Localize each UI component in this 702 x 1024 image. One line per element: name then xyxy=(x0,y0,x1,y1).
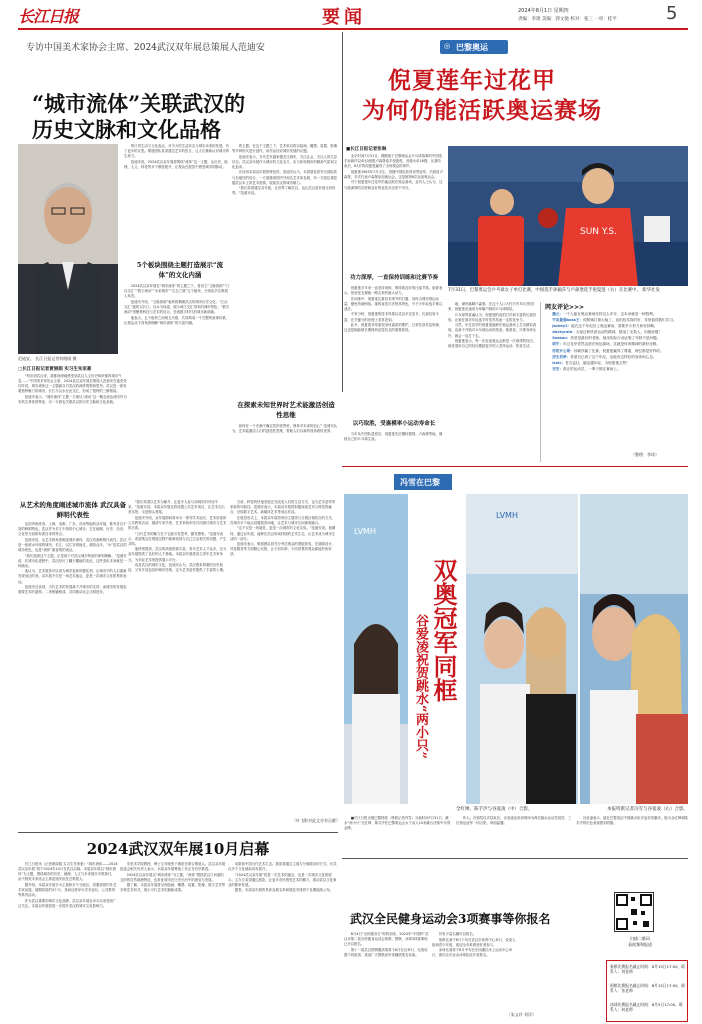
info-item-ice-hockey: 冰球比赛报名截止时间：8月5日17:00，联系人：何老师 xyxy=(610,1002,683,1013)
sports-body-2: 仍有少量名额可以报名。 象棋比赛于8月下旬在武汉市体育中心举行，设成人组和青少年组，欢迎全市象棋爱好者参与。 冰球比赛将于8月中旬在东西湖区冰上运动中心举行，面向全市业余冰球队伍开放报名。 xyxy=(432,932,516,958)
body-text-col3b: 如何在一个充满不确定性的世界里，保持对未来的信心？范迪安认为，艺术能激活人们的创造性思维，帮助人们以新的视角看待世界。 xyxy=(232,424,338,434)
qr-code[interactable] xyxy=(614,892,654,932)
olympics-body-2: 倪夏莲多年来一直坚持训练，保持着良好的比赛节奏。她曾表示，热爱是支撑她一路走来的最大动力。 在训练中，倪夏莲注重技术细节的打磨，同时合理安排运动量，避免伤病困扰。她的直拍打法独具特色，令不少年轻选手难以适应。 专家分析，倪夏莲的技术风格以灵活多变见长，比赛经验丰富，在关键分的处理上非常老到。 此外，倪夏莲非常重视身体素质的维护，日常饮食作息规律，这也是她能够长期保持竞技状态的重要原因。 xyxy=(344,286,443,333)
sports-headline: 武汉全民健身运动会3项赛事等你报名 xyxy=(350,912,551,926)
sports-body-1: 8月4日“全民健身日”即将到来，2024年“中国杯”武汉市第二届全民健身运动会象棋、围棋、冰球3项赛事现已开启报名。 第十一届武汉围棋邀请赛将于8月在汉举行，比赛设置不同组别，欢迎广大围棋爱好者踊跃报名参赛。 xyxy=(344,932,429,957)
olympics-body-3: 当年从中国队退役后，倪夏莲先后辗转德国、卢森堡等地，继续自己的乒乓球生涯。 xyxy=(344,432,443,442)
feature-body-1: ■长江日报出版巴黎特派（特派记者冯雪）当地时间7月31日，跳水“两小只”全红婵、陈芋汐在巴黎奥运会女子双人10米跳台决赛中夺得金牌。 xyxy=(344,816,451,831)
subhead-3: 在探索未知世界时艺术能激活创造性思维 xyxy=(237,401,335,419)
body-text-col2: 的日常生活与文化表达，对今天的生活状态与城市未来的发展，有了更多的反思。策展团队希望通过艺术的语言，让人们重新认识城市的生命力。 范迪安说，2024武汉双年展将围绕“流体”这一主题，从历史、地理、人文、科技等多个维度展开，让观众在展览中感受城市的脉动。 xyxy=(124,144,230,169)
selfie-photo-left xyxy=(344,494,408,804)
feature-body-3: 谷爱凌表示，能在巴黎见证中国跳水队夺冠非常激动，她为全红婵和陈芋汐的出色表现感到骄傲。 xyxy=(576,816,688,826)
body-text-col2b: 2024武汉双年展在“城市流体”的主题之下，将设立“文脉探源”“江汉交汇”“数字流动”“未来城市”“生态之境”五个板块，分别由多位策展人负责。 范迪安介绍，“文脉探源”板块将梳理武汉的城市历史文化；“江汉交汇”板块以长江、汉水为线索，展示两江交汇带来的城市特色；“数字流动”则聚焦科技与艺术的结合，呈现数字时代的城市新面貌。 他表示，五个板块之间相互关联，共同构成一个完整的叙事体系，让观众从不同角度理解“城市流体”的丰富内涵。 xyxy=(124,284,230,325)
selfie-left-illustration xyxy=(344,494,408,804)
signature-1: （朱文玲 刘洋） xyxy=(506,1012,536,1017)
editor-credits: 责编：李琦 美编：郭文驰 校对：张三 一审：桂平 xyxy=(518,17,617,22)
page-number: 5 xyxy=(666,3,678,24)
article-fan-dian xyxy=(18,32,338,497)
feature-body-2: 作大。在颁奖仪式结束后，谷爱凌也来到现场为两位跳水运动员祝贺，三位奥运冠军一同合影，场面温馨。 xyxy=(456,816,572,826)
selfie-photo-center xyxy=(466,494,578,804)
body-text-col1: “每次到武汉来，我都深深地感受到武汉人文历史和浓郁的城市气息……”中国美术家协会主席、2024武汉双年展总策展人范迪安在接受采访时说，城市流体这一主题源自对武汉的深度观察和思考。武汉是一座有着独特魅力的城市，长江与汉水在此交汇，形成了独特的三镇格局。 范迪安表示，“城市流体”主题一方面以“流动”这一概念表达城市作为有机生命体的特征，另一方面也关联武汉的历史文脉和文化品格。 xyxy=(18,374,127,404)
col-divider-center xyxy=(342,32,343,392)
masthead xyxy=(18,4,688,28)
table-tennis-illustration xyxy=(448,146,688,286)
feature-headline-block xyxy=(412,494,464,814)
headline-line-1: “城市流体”关联武汉的 xyxy=(32,91,246,116)
svg-text:LVMH: LVMH xyxy=(496,511,518,520)
selfie-right-illustration xyxy=(580,494,688,804)
olympics-badge xyxy=(440,40,508,54)
netizen-sidebar xyxy=(540,302,688,462)
table-tennis-photo-caption: 7月31日，巴黎奥运会乒乓球女子单打比赛，中国选手孙颖莎与卢森堡选手倪夏莲（右）在比赛中。 新华社发 xyxy=(448,288,660,293)
body-text-lower-1: 从国内角度讲，上海、成都、广东、济南等地的双年展，都有各自不同的鲜明特色。武汉作为长江中游的中心城市，它在地理、历史、经济、文化等方面都有着自身的特点。 范迪安说，从艺术的角度阐述城市流体，武汉具备鲜明代表性。武汉是一座被水环绕的城市，长江、汉江穿城而过，湖泊众多。“水”是武汉的城市底色，也是“流体”最直观的表达。 “我们选择这个主题，正是基于对武汉城市特质的深刻理解。”范迪安说，在城市化进程中，武汉经历了翻天覆地的变化，这些变化本身就是一种流动。 他认为，艺术展览可以成为城市更新的催化剂，让城市中的人们重新发现身边的美。双年展不仅是一场艺术盛会，更是一次城市文化的集体表达。 范迪安还谈到，当代艺术的发展离不开城市的支持，而城市的发展也需要艺术的滋养。二者相辅相成，共同推动社会文明进步。 xyxy=(18,522,127,595)
portrait-photo xyxy=(18,144,118,354)
qr-caption: 扫描二维码 看视频和报道 xyxy=(628,936,652,947)
kicker: 专访中国美术家协会主席、2024武汉双年展总策展人范迪安 xyxy=(26,43,265,53)
table-tennis-photo xyxy=(448,146,688,286)
section-title: 要闻 xyxy=(322,7,366,28)
olympics-subhead-2: 以巧取胜，受惠模率小运动寿命长 xyxy=(352,421,436,427)
olympics-subhead-1: 功力深厚，一直保持训练和比赛节奏 xyxy=(349,275,438,281)
sidebar-note: （整理：李琦） xyxy=(631,452,659,457)
info-item-go: 围棋比赛报名截止时间：8月15日17:00，联系人：张老师 xyxy=(610,983,686,994)
caption-right: 本报特派记者冯雪与谷爱凌（右）合影。 xyxy=(607,807,688,812)
selfie-center-illustration xyxy=(466,494,578,804)
badge-label: 巴黎奥运 xyxy=(456,43,488,52)
body-text-lower-3: 当前，科技的快速发展正在改变人们的生活方式，也为艺术创作带来新的可能性。范迪安表示，本届双年展将积极探索艺术与科技的融合，呈现数字艺术、新媒体艺术等前沿作品。 在展览形式上，本届双年展将采用主展馆与分展区相结合的方式，在城市多个地点设置展览场地，让艺术与城市空间深度融合。 “这不仅是一场展览，更是一次城市的文化实验。”范迪安说。他期待，通过双年展，能够在武汉形成持续的艺术生态，让艺术成为城市生活的一部分。 范迪安表示，策展团队将充分考虑观众的观展体验，在展陈设计、导览服务等方面精心安排，让不同年龄、不同背景的观众都能有所收获。 xyxy=(230,500,336,557)
bottom-left-rule xyxy=(18,832,338,833)
bottom-right-rule xyxy=(342,858,688,859)
svg-text:LVMH: LVMH xyxy=(354,527,376,536)
feature-headline-big: 双奥冠军同框 xyxy=(429,558,458,702)
headline-line-2: 历史文脉和文化品格 xyxy=(32,117,221,142)
sidebar-title: 网友评论>>> xyxy=(545,304,585,311)
issue-date: 2024年8月1日 星期四 xyxy=(518,8,569,14)
olympics-body-1: 北京时间7月31日，期期备于巴黎奥运会乒乓球赛事的中国选手孙颖莎以4比0战胜卢森堡选手倪夏莲，晋级女单16强。比赛结束后，61岁的倪夏莲赢得了全场观众的掌声。 倪夏莲1963年7月出生，曾随中国队获得世界冠军，后旅居卢森堡，多次代表卢森堡参加奥运会。这是她第6次参加奥运会。 对于倪夏莲年过花甲仍能活跃在奥运赛场，业内人士认为，这与她深厚的功底和良好的竞技状态密不可分。 xyxy=(344,154,443,190)
biennale-headline: 2024武汉双年展10月启幕 xyxy=(86,840,270,858)
feature-headline-sub: 谷爱凌祝贺跳水“两小只” xyxy=(413,614,428,759)
caption-left: 全红婵、陈芋汐与谷爱凌（中）合影。 xyxy=(456,807,533,812)
newspaper-logo: 长江日报 xyxy=(18,7,79,26)
biennale-body-2: 央美术学院教授、博士生导师张子康担任联合策展人。武汉双年展组委会相关负责人表示，本届双年展筹备工作正在有序推进。 2024武汉双年展以“城市流体”为主题，“流体”既指武汉江河湖泊交织的自然地理特征，也象征城市在历史长河中的流变与发展。 据了解，本届双年展将呈现绘画、雕塑、装置、影像、数字艺术等多种艺术形式，展示当代艺术的最新成果。 xyxy=(120,862,226,893)
feature-badge-label: 冯雪在巴黎 xyxy=(400,478,440,487)
biennale-body-1: 长江日报讯（记者黄丽娟 实习生朱家豪）“城市流体——2024武汉双年展”将于2024年10月在武汉启幕。本届双年展以“城市流体”为主题，围绕城市的历史、地理、人文与未来展开多维探讨，由中国美术家协会主席范迪安担任总策展人。 据介绍，本届双年展分为主展和多个分展区，将邀请国内外艺术家参展。展期持续约3个月，其间还将举办学术论坛、公共教育等系列活动。 作为武汉重要的城市文化品牌，武汉双年展自举办以来受到广泛关注。本届双年展将进一步提升武汉的城市文化影响力。 xyxy=(18,862,118,908)
photo-caption: 范迪安。 长江日报记者何晓刚 摄 xyxy=(18,356,77,361)
olympics-byline: ■长江日报记者张琳 xyxy=(346,147,387,152)
sidebar-comments: 激元：一个人能在奥运赛场坚持这么多年，这本身就是一种胜利。 宇宙最强boss王：倪阿姨打球太稳了，直拍技术真的好，非常值得我们学习。 Jackey2：能在这个年纪站上奥运赛场，需要多少努力和坚持啊。 duckyrain：大姐这种热爱运动的精神，感染了无数人，向她致敬！ Season：热爱是最好的老师，她用实际行动证明了年龄不是问题。 明宇：年过花甲依然活跃在奥运赛场，这就是体育精神的最好诠释。 你的开心果：孙颖莎赢了比赛，倪夏莲赢得了尊重，两位都是好样的。 浮生若梦：希望自己到了这个年纪，也能有这样好的身体和心态。 Icelc：老当益壮，越活越年轻，为倪夏莲点赞！ 安安：真正的运动员，一辈子都在赛场上。 xyxy=(552,312,677,371)
info-item-chess: 象棋比赛报名截止时间：8月15日17:00，联系人：刘老师 xyxy=(610,964,686,975)
subhead-1: 5个板块围绕主题打造展示“流体”的文化内涵 xyxy=(136,261,224,279)
svg-text:SUN Y.S.: SUN Y.S. xyxy=(580,227,618,237)
qr-code-icon xyxy=(615,893,653,931)
subhead-2: 从艺术的角度阐述城市流体 武汉具备鲜明代表性 xyxy=(19,501,127,519)
body-text-col3: 的主题。在这个主题之下，艺术家们将以绘画、雕塑、装置、影像等多种形式进行创作，用作品回应城市发展的议题。 范迪安表示，当代艺术越来越关注城市，关注社会，关注人的生存状态。武汉双年展作为城市的文化名片，应当体现城市的精神气质和文化追求。 在谈到本届双年展的特色时，范迪安认为，本届展览将突出国际性与在地性的结合，一方面邀请国内外知名艺术家参展，另一方面注重挖掘武汉本土的艺术资源，展现武汉的城市魅力。 “我们希望通过双年展，让世界了解武汉，也让武汉更好地走向世界。”范迪安说。 xyxy=(232,144,338,196)
olympics-headline-2: 为何仍能活跃奥运赛场 xyxy=(362,97,602,124)
body-text-lower-2: “我们希望以艺术为媒介，让更多人参与到城市的对话中来。”范迪安说。本届双年展还将设置公共艺术项目，让艺术走出美术馆，走进街头巷尾。 范迪安介绍，双年展期间将举办一系列学术论坛、艺术讲座和公共教育活动，邀请专家学者、艺术家和市民共同探讨城市与艺术的关系。 “当代艺术的魅力在于它能引发思考，激发想象。”范迪安表示，希望观众在观展过程中能够找到与自己生活相关的话题，产生共鸣。 他特别提到，武汉的高校资源丰富，青年艺术人才众多，这为双年展提供了良好的人才基础。本届双年展将设立青年艺术家单元，为年轻艺术家提供展示平台。 谈及武汉的城市文化，范迪安认为，武汉既有厚重的历史积淀，又有开放包容的城市性格，这为艺术创作提供了丰富的土壤。 xyxy=(128,500,227,573)
masthead-rule xyxy=(18,28,688,30)
olympic-rings-icon: ◎ xyxy=(444,42,451,50)
caption-end: （叶飞影对此文亦有贡献） xyxy=(292,818,340,823)
feature-top-rule xyxy=(342,466,688,467)
biennale-body-3: 成果和中国当代艺术生态。展览将通过主展与分展联动的方式，在武汉多个文化地标同步展开。 “2024武汉双年展”将是一次艺术的盛会，也是一次城市文化的展示。主办方希望通过展览，让更多市民感受艺术的魅力，推动武汉文化事业的繁荣发展。 据悉，本届双年展的具体参展名单和展览安排将于近期陆续公布。 xyxy=(228,862,337,893)
article-byline: □长江日报记者黄丽娟 实习生朱家豪 xyxy=(18,367,92,372)
registration-info-box xyxy=(606,960,688,1022)
portrait-illustration xyxy=(18,144,118,354)
selfie-photo-right xyxy=(580,494,688,804)
olympics-headline-1: 倪夏莲年过花甲 xyxy=(388,67,556,94)
olympics-body-4: 地，最终落脚卢森堡。在这个人口大约只有70万的国家，倪夏莲迅速成为家喻户晓的乒乓球明星。 乒乓球界普遍认为，倪夏莲的直拍打法和丰富的比赛经验，让她在面对年轻选手时依然具备一定的竞争力。 当然，年过花甲的倪夏莲能够在奥运赛场上打出精彩表现，也离不开她对乒乓球运动的热爱。她曾说，只要身体允许，就会一直打下去。 倪夏莲表示，每一次参加奥运会都是一次难得的经历，她希望用自己的经历激励更多的人坚持运动、热爱生活。 xyxy=(448,302,537,349)
feature-badge xyxy=(394,474,452,490)
